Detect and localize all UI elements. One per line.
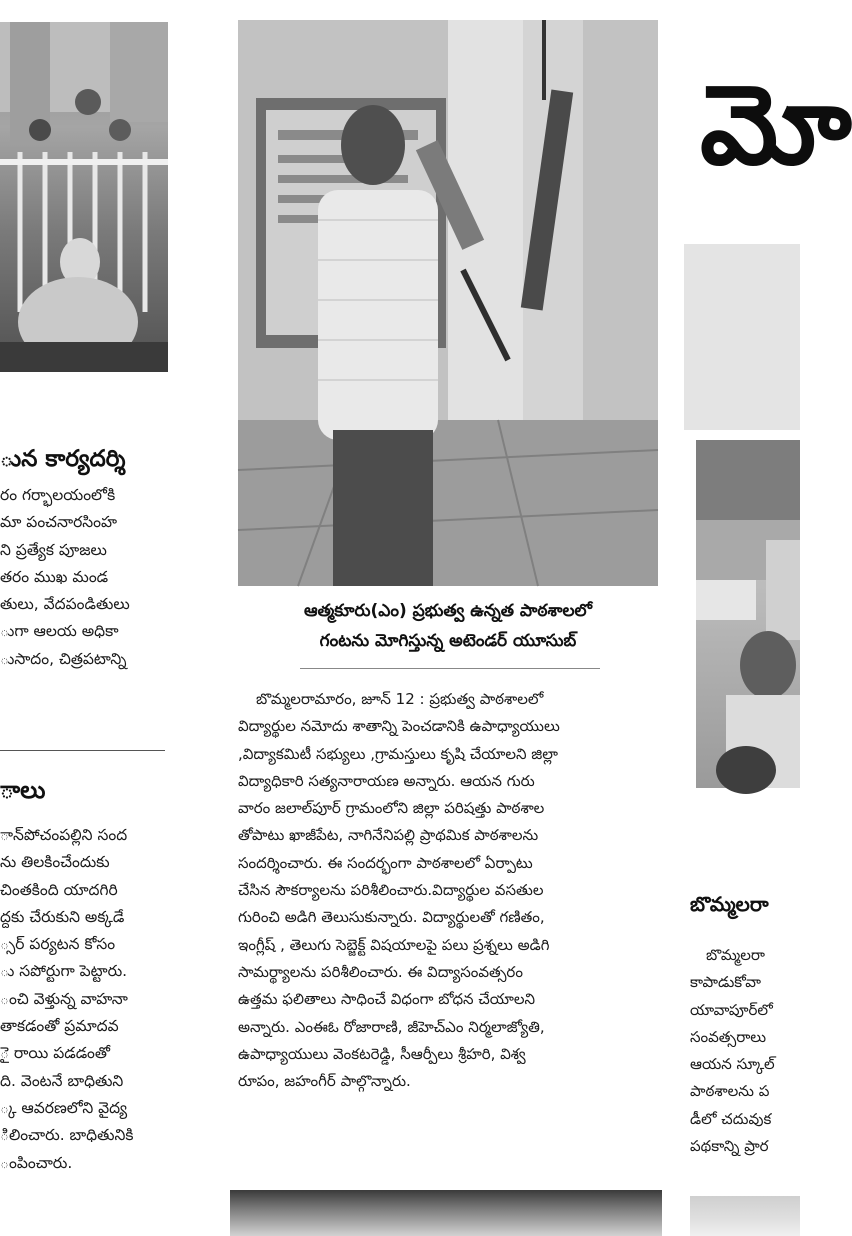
left-top-article [0,482,168,673]
caption-line: గంటను మోగిస్తున్న అటెండర్ యూసుబ్ [319,631,577,651]
text-line: ంచి వెళ్తున్న వాహనా [0,989,128,1008]
text-line: రం గర్భాలయంలోకి [0,486,116,504]
text-line: ఇంగ్లీష్ , తెలుగు సెబ్జెక్ట్ విషయాలపై పలు ప్రశ్నలు అడిగి [238,935,550,954]
caption-line: ఆత్మకూరు(ఎం) ప్రభుత్వ ఉన్నత పాఠశాలలో [303,601,593,621]
text-line: ుగా ఆలయ అధికా [0,622,119,641]
text-line: ద్దకు చేరుకుని అక్కడే [0,907,125,926]
text-line: అన్నారు. ఎంఈఓ రోజారాణి, జీహెచ్ఎం నిర్మలాజ్యోతి, [238,1017,545,1036]
text-line: విద్యార్థుల నమోదు శాతాన్ని పెంచడానికి ఉపాధ్యాయులు [238,717,560,736]
text-line: ఉపాధ్యాయులు వెంకటరెడ్డి, సీఆర్పీలు శ్రీహరి, విశ్వ [238,1044,526,1063]
text-line: ుసాదం, చిత్రపటాన్ని [0,649,127,668]
text-line: కాపాడుకోవా [690,973,762,992]
text-line: డీలో చదువుక [690,1109,772,1128]
text-line: ్సర్ పర్యటన కోసం [0,935,116,954]
text-line: వారం జలాల్‌పూర్ గ్రామంలోని జిల్లా పరిషత్తు పాఠశాల [238,799,545,818]
text-line: ఆయన స్కూల్ [690,1055,775,1074]
text-line: యావాపూర్‌లో [690,1000,773,1019]
left-second-article [0,822,168,1177]
left-second-headline: ాలు [0,776,46,804]
text-line: రూపం, జహంగీర్ పాల్గొన్నారు. [238,1072,411,1091]
text-line: ని ప్రత్యేక పూజలు [0,540,107,559]
next-article-photo-strip [230,1190,662,1236]
text-line: ై రాయి పడడంతో [0,1044,110,1063]
text-line: పథకాన్ని ప్రార [690,1137,769,1156]
column-divider-rule [0,750,165,751]
text-line: ంపించారు. [0,1153,73,1172]
text-line: సంవత్సరాలు [690,1027,767,1046]
text-line: బొమ్మలరా [706,946,765,964]
text-line: ్క ఆవరణలోని వైద్య [0,1098,128,1117]
text-line: ిలించారు. బాధితునికి [0,1126,134,1145]
text-line: విద్యాధికారి సత్యనారాయణ అన్నారు. ఆయన గురు [238,771,535,790]
right-headline: బొమ్మలరా [690,892,769,916]
school-visit-photo [696,440,800,788]
text-line: చేసిన సౌకర్యాలను పరిశీలించారు.విద్యార్థుల వసతుల [238,881,544,900]
text-line: తోపాటు ఖాజీపేట, నాగినేనిపల్లి ప్రాథమిక పాఠశాలను [238,826,539,845]
text-line: బొమ్మలరామారం, జూన్ 12 : ప్రభుత్వ పాఠశాలలో [256,690,544,708]
right-bottom-photo-strip [690,1196,800,1236]
grey-banner-box [684,244,800,430]
text-line: మా పంచనారసింహ [0,513,118,532]
temple-ceremony-photo [0,22,168,372]
text-line: సామర్థ్యాలను పరిశీలించారు. ఈ విద్యాసంవత్సరం [238,962,523,981]
text-line: ాన్‌పోచంపల్లిని సంద [0,826,128,844]
text-line: తరం ముఖ మండ [0,567,109,586]
school-bell-photo [238,20,658,586]
text-line: చింతకింది యాదగిరి [0,880,118,899]
text-line: తులు, వేదపండితులు [0,595,130,614]
text-line: ది. వెంటనే బాధితుని [0,1071,124,1090]
text-line: పాఠశాలను ప [690,1082,770,1101]
text-line: ు సపోర్టుగా పెట్టారు. [0,962,128,981]
text-line: ఉత్తమ ఫలితాలు సాధించే విధంగా బోధన చేయాలని [238,990,536,1009]
text-line: ను తిలకించేందుకు [0,853,110,872]
right-article [690,942,800,1160]
masthead-title: మో [700,60,852,189]
text-line: ,విద్యాకమిటీ సభ్యులు ,గ్రామస్తులు కృషి చేయాలని జిల్లా [238,744,558,763]
text-line: తాకడంతో ప్రమాదవ [0,1017,119,1036]
left-top-headline: ున కార్యదర్శి [0,446,126,472]
text-line: సందర్శించారు. ఈ సందర్భంగా పాఠశాలలో ఏర్పాటు [238,853,533,872]
caption-rule [300,668,600,669]
text-line: గురించి అడిగి తెలుసుకున్నారు. విద్యార్థులతో గణితం, [238,908,545,927]
center-article [238,686,660,1095]
photo-caption [238,596,658,656]
